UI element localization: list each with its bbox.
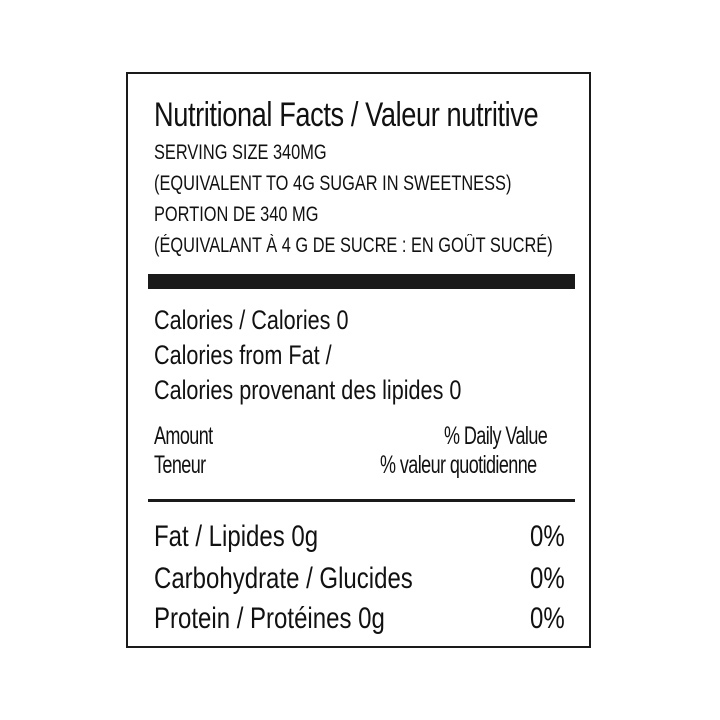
nutrition-facts-label (126, 72, 591, 648)
amount-header: Amount (154, 422, 213, 450)
nutrient-carbohydrate-dv: 0% (530, 562, 565, 595)
valeur-quotidienne-header: % valeur quotidienne (380, 451, 537, 479)
nutrient-fat-dv: 0% (530, 520, 565, 553)
thin-divider (148, 499, 575, 502)
serving-equivalent-line: (EQUIVALENT TO 4G SUGAR IN SWEETNESS) (154, 172, 512, 195)
calories-from-fat-line: Calories from Fat / (154, 340, 332, 370)
nutrient-protein-dv: 0% (530, 602, 565, 635)
portion-line: PORTION DE 340 MG (154, 203, 319, 226)
calories-line: Calories / Calories 0 (154, 305, 349, 335)
nutrient-carbohydrate-name: Carbohydrate / Glucides (154, 562, 413, 595)
thick-divider (148, 274, 575, 289)
nutrient-fat-name: Fat / Lipides 0g (154, 520, 319, 553)
calories-from-fat-fr-line: Calories provenant des lipides 0 (154, 375, 462, 405)
daily-value-header: % Daily Value (444, 422, 548, 450)
nutrient-protein-name: Protein / Protéines 0g (154, 602, 385, 635)
label-title: Nutritional Facts / Valeur nutritive (154, 96, 539, 134)
teneur-header: Teneur (154, 451, 206, 479)
portion-equivalent-line: (ÉQUIVALANT À 4 G DE SUCRE : EN GOÛT SUCRÉ) (154, 234, 553, 257)
serving-size-line: SERVING SIZE 340MG (154, 141, 327, 164)
